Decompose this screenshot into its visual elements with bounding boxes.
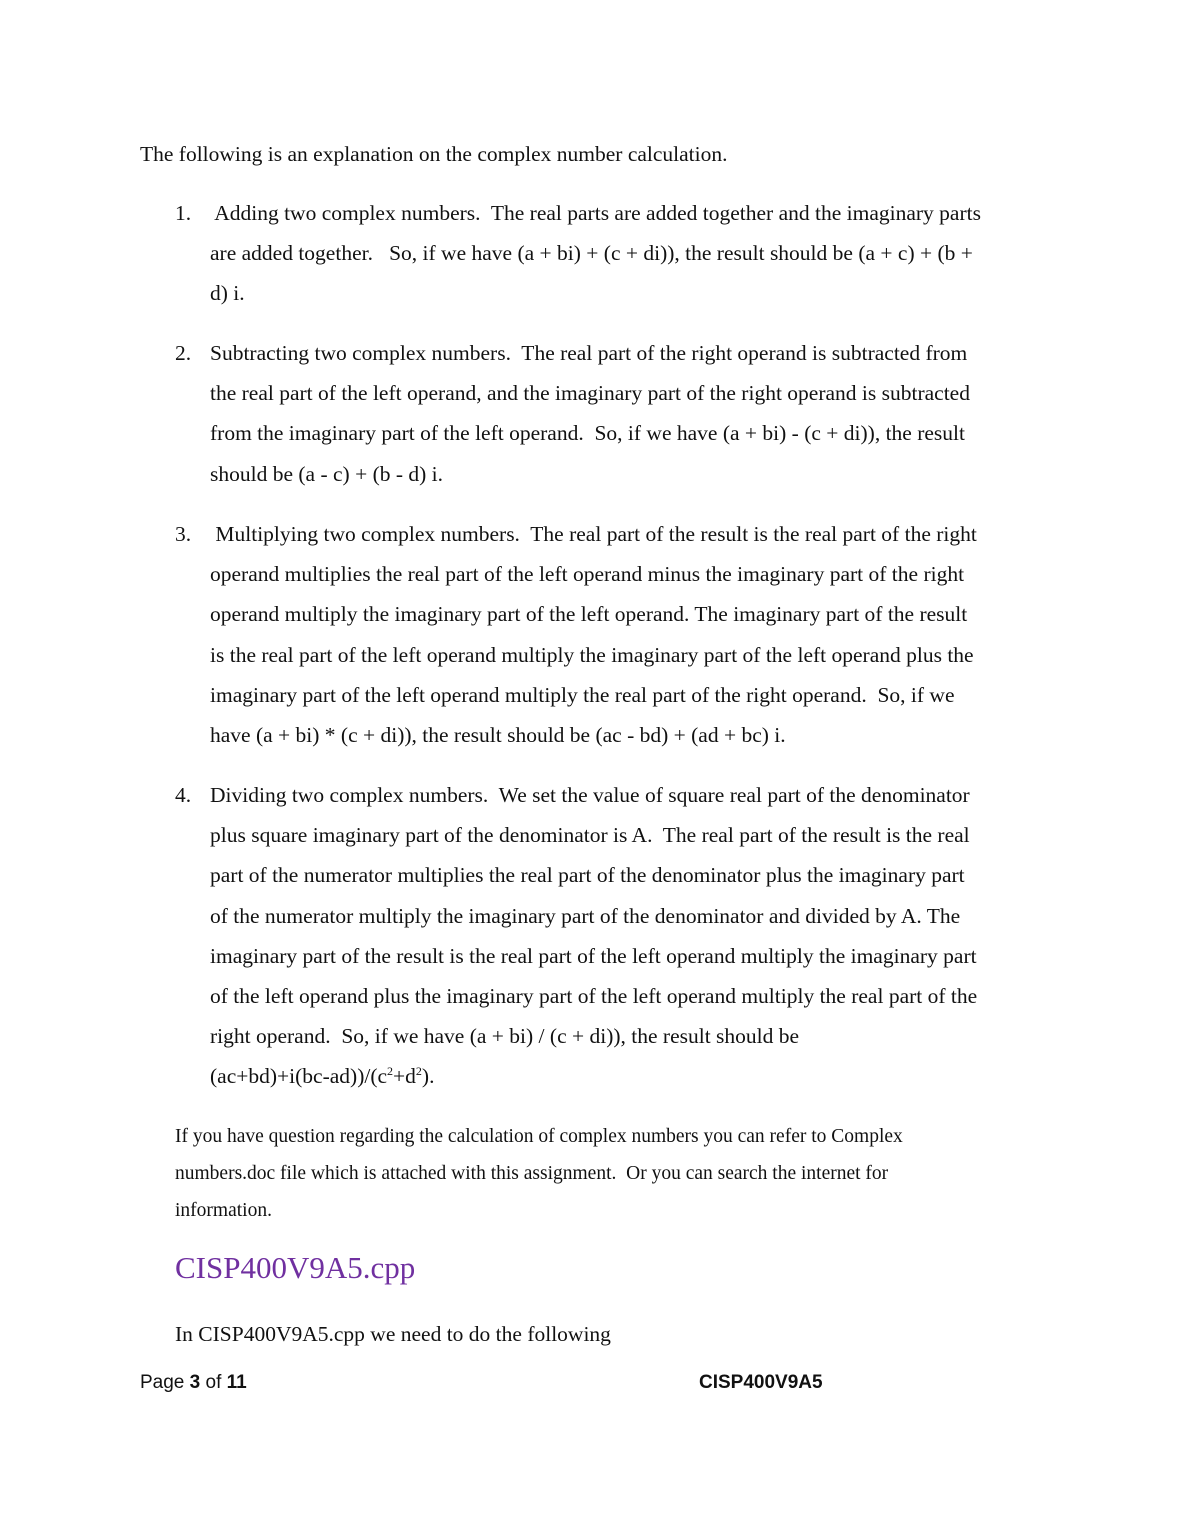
formula-superscript: 2 (387, 1064, 394, 1079)
text-line: the real part of the left operand, and the imaginary part of the right operand is subtracted (210, 381, 970, 406)
text-line: information. (175, 1200, 272, 1221)
text-line: Subtracting two complex numbers. The real part of the right operand is subtracted from (210, 341, 968, 365)
current-page: 3 (189, 1372, 201, 1393)
text-line: should be (a - c) + (b - d) i. (210, 461, 444, 486)
text-line: plus square imaginary part of the denominator is A. The real part of the result is the real (210, 823, 970, 848)
text-line: have (a + bi) * (c + di)), the result should be (ac - bd) + (ad + bc) i. (210, 723, 786, 748)
list-number: 3. (175, 522, 192, 546)
footer-doc-id: CISP400V9A5 (699, 1372, 823, 1393)
list-item-dividing (175, 775, 1055, 1097)
section-heading: CISP400V9A5.cpp (175, 1250, 416, 1285)
text-line: from the imaginary part of the left operand. So, if we have (a + bi) - (c + di)), the result (210, 421, 965, 446)
page-word: Page (140, 1372, 185, 1393)
text-line: of the numerator multiply the imaginary part of the denominator and divided by A. The (210, 903, 961, 928)
of-word: of (205, 1372, 222, 1393)
total-pages: 11 (226, 1372, 247, 1393)
list-item-text (210, 775, 1055, 1097)
text-line: Dividing two complex numbers. We set the value of square real part of the denominator (210, 783, 970, 807)
list-item-text (210, 193, 1055, 314)
list-item-multiplying (175, 514, 1055, 755)
help-note (175, 1118, 903, 1229)
formula-text: +d (393, 1064, 416, 1089)
text-line: right operand. So, if we have (a + bi) / (c + di)), the result should be (210, 1024, 800, 1049)
list-item-text (210, 514, 1055, 755)
formula-superscript: 2 (415, 1064, 422, 1079)
text-line: If you have question regarding the calculation of complex numbers you can refer to Complex (175, 1126, 903, 1147)
division-formula (210, 1056, 1055, 1096)
text-line: d) i. (210, 281, 245, 306)
text-line: Adding two complex numbers. The real parts are added together and the imaginary parts (210, 201, 981, 225)
text-line: are added together. So, if we have (a + bi) + (c + di)), the result should be (a + c) + (b + (210, 241, 973, 266)
list-item-text (210, 333, 1055, 494)
list-item-subtracting (175, 333, 1055, 494)
text-line: imaginary part of the left operand multiply the real part of the right operand. So, if we (210, 682, 955, 707)
formula-text: ). (421, 1064, 435, 1089)
text-line: operand multiply the imaginary part of the left operand. The imaginary part of the result (210, 602, 968, 627)
intro-paragraph: The following is an explanation on the complex number calculation. (140, 142, 728, 166)
section-paragraph: In CISP400V9A5.cpp we need to do the following (175, 1322, 611, 1346)
text-line: part of the numerator multiplies the real part of the denominator plus the imaginary part (210, 863, 965, 888)
page-number (140, 1372, 247, 1394)
list-number: 2. (175, 341, 192, 365)
text-line: numbers.doc file which is attached with this assignment. Or you can search the internet for (175, 1163, 889, 1184)
text-line: Multiplying two complex numbers. The real part of the result is the real part of the right (210, 522, 977, 546)
list-number: 4. (175, 783, 192, 807)
list-number: 1. (175, 201, 192, 225)
text-line: of the left operand plus the imaginary part of the left operand multiply the real part of the (210, 984, 978, 1009)
formula-text: (ac+bd)+i(bc-ad))/(c (210, 1064, 388, 1089)
text-line: is the real part of the left operand multiply the imaginary part of the left operand plus the (210, 642, 974, 667)
list-item-adding (175, 193, 1055, 314)
text-line: operand multiplies the real part of the left operand minus the imaginary part of the right (210, 562, 965, 587)
text-line: imaginary part of the result is the real part of the left operand multiply the imaginary part (210, 943, 977, 968)
